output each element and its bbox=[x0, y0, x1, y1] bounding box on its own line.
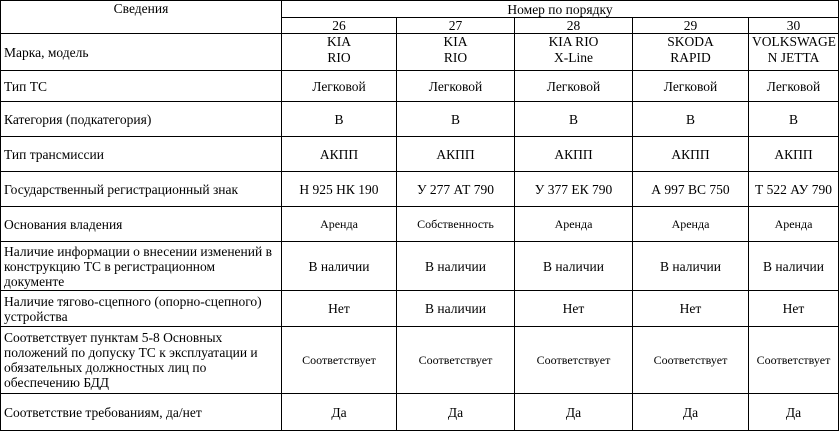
category-cell: B bbox=[749, 102, 839, 137]
modifications-cell: В наличии bbox=[633, 242, 749, 291]
towing-cell: Нет bbox=[749, 291, 839, 327]
brand-line-2: RAPID bbox=[670, 50, 711, 65]
info-column-header: Сведения bbox=[1, 1, 282, 34]
modifications-cell: В наличии bbox=[749, 242, 839, 291]
modifications-cell: В наличии bbox=[282, 242, 397, 291]
transmission-cell: АКПП bbox=[633, 137, 749, 172]
table-row-category bbox=[1, 102, 839, 137]
table-row-towing bbox=[1, 291, 839, 327]
order-number-cell: 26 bbox=[282, 18, 397, 34]
transmission-cell: АКПП bbox=[749, 137, 839, 172]
category-cell: B bbox=[633, 102, 749, 137]
brand-line-2: RIO bbox=[443, 50, 468, 65]
type-cell: Легковой bbox=[397, 71, 515, 102]
brand-cell bbox=[282, 34, 397, 71]
row-label-ownership: Основания владения bbox=[1, 207, 282, 242]
brand-line-1: KIA bbox=[327, 34, 351, 49]
plate-cell: А 997 ВС 750 bbox=[633, 172, 749, 207]
brand-line-1: KIA RIO bbox=[548, 34, 599, 49]
row-label-modifications: Наличие информации о внесении изменений в конструкцию ТС в регистрационном документе bbox=[1, 242, 282, 291]
type-cell: Легковой bbox=[749, 71, 839, 102]
table-row-brand bbox=[1, 34, 839, 71]
row-label-category: Категория (подкатегория) bbox=[1, 102, 282, 137]
transmission-cell: АКПП bbox=[515, 137, 633, 172]
row-label-towing: Наличие тягово-сцепного (опорно-сцепного) устройства bbox=[1, 291, 282, 327]
brand-line-1: SKODA bbox=[667, 34, 714, 49]
type-cell: Легковой bbox=[515, 71, 633, 102]
brand-cell bbox=[633, 34, 749, 71]
row-label-type: Тип ТС bbox=[1, 71, 282, 102]
requirements-cell: Да bbox=[749, 394, 839, 431]
ownership-cell: Аренда bbox=[515, 207, 633, 242]
plate-cell: У 377 ЕК 790 bbox=[515, 172, 633, 207]
ownership-cell: Аренда bbox=[633, 207, 749, 242]
row-label-plate: Государственный регистрационный знак bbox=[1, 172, 282, 207]
table-row-transmission bbox=[1, 137, 839, 172]
requirements-cell: Да bbox=[633, 394, 749, 431]
brand-line-2: RIO bbox=[327, 50, 351, 65]
compliance-cell: Соответствует bbox=[749, 327, 839, 394]
plate-cell: Н 925 НК 190 bbox=[282, 172, 397, 207]
requirements-cell: Да bbox=[282, 394, 397, 431]
row-label-compliance: Соответствует пунктам 5-8 Основных положений по допуску ТС к эксплуатации и обязательных должностных лиц по обеспечению БДД bbox=[1, 327, 282, 394]
compliance-cell: Соответствует bbox=[633, 327, 749, 394]
order-number-header: Номер по порядку bbox=[282, 1, 839, 18]
table-row-requirements bbox=[1, 394, 839, 431]
plate-cell: У 277 АТ 790 bbox=[397, 172, 515, 207]
ownership-cell: Аренда bbox=[282, 207, 397, 242]
order-number-cell: 29 bbox=[633, 18, 749, 34]
brand-line-2: N JETTA bbox=[767, 50, 820, 65]
brand-cell bbox=[397, 34, 515, 71]
table-row-ownership bbox=[1, 207, 839, 242]
towing-cell: В наличии bbox=[397, 291, 515, 327]
towing-cell: Нет bbox=[515, 291, 633, 327]
brand-cell bbox=[515, 34, 633, 71]
order-number-cell: 27 bbox=[397, 18, 515, 34]
table-row-modifications bbox=[1, 242, 839, 291]
row-label-brand: Марка, модель bbox=[1, 34, 282, 71]
order-number-cell: 28 bbox=[515, 18, 633, 34]
brand-line-2: X-Line bbox=[554, 50, 593, 65]
compliance-cell: Соответствует bbox=[397, 327, 515, 394]
brand-line-1: KIA bbox=[443, 34, 468, 49]
table-row-compliance bbox=[1, 327, 839, 394]
brand-line-1: VOLKSWAGE bbox=[752, 34, 836, 49]
modifications-cell: В наличии bbox=[515, 242, 633, 291]
modifications-cell: В наличии bbox=[397, 242, 515, 291]
towing-cell: Нет bbox=[282, 291, 397, 327]
type-cell: Легковой bbox=[282, 71, 397, 102]
order-number-cell: 30 bbox=[749, 18, 839, 34]
category-cell: B bbox=[282, 102, 397, 137]
brand-cell bbox=[749, 34, 839, 71]
table-row-type bbox=[1, 71, 839, 102]
row-label-transmission: Тип трансмиссии bbox=[1, 137, 282, 172]
transmission-cell: АКПП bbox=[282, 137, 397, 172]
ownership-cell: Собственность bbox=[397, 207, 515, 242]
category-cell: B bbox=[397, 102, 515, 137]
towing-cell: Нет bbox=[633, 291, 749, 327]
compliance-cell: Соответствует bbox=[515, 327, 633, 394]
compliance-cell: Соответствует bbox=[282, 327, 397, 394]
ownership-cell: Аренда bbox=[749, 207, 839, 242]
plate-cell: Т 522 АУ 790 bbox=[749, 172, 839, 207]
table-row-plate bbox=[1, 172, 839, 207]
row-label-requirements: Соответствие требованиям, да/нет bbox=[1, 394, 282, 431]
requirements-cell: Да bbox=[515, 394, 633, 431]
transmission-cell: АКПП bbox=[397, 137, 515, 172]
category-cell: B bbox=[515, 102, 633, 137]
requirements-cell: Да bbox=[397, 394, 515, 431]
type-cell: Легковой bbox=[633, 71, 749, 102]
